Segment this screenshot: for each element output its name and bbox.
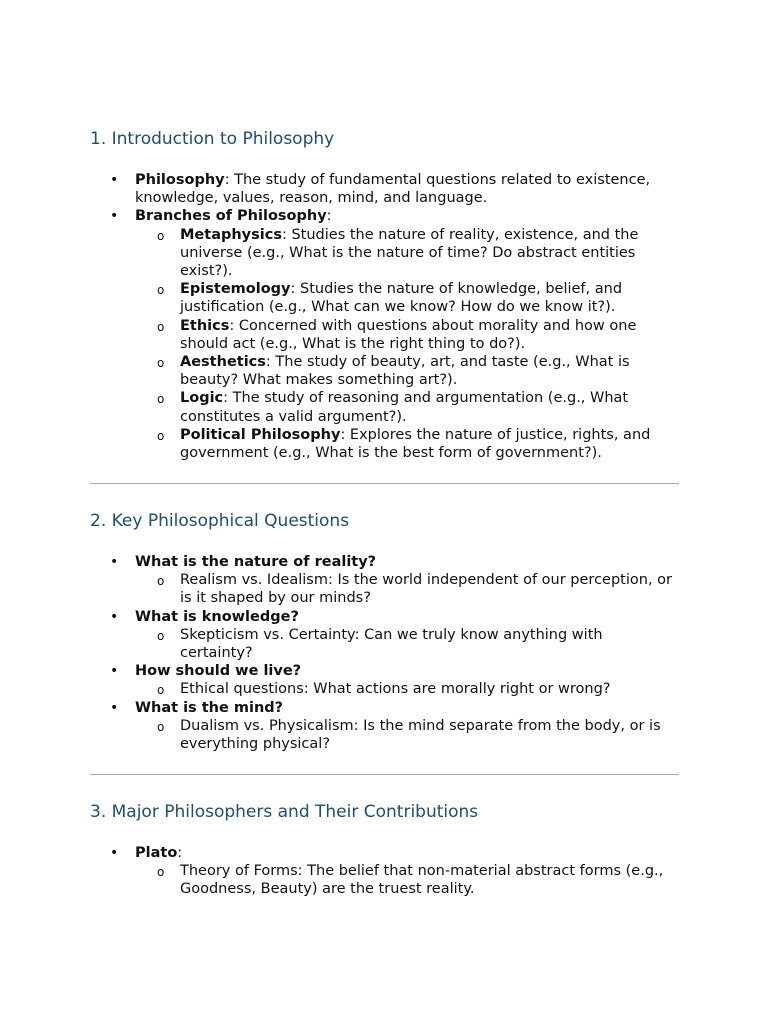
term: What is the mind? — [135, 699, 284, 716]
item-text: : Explores the nature of justice, rights, and government (e.g., What is the best form of government?). — [180, 426, 651, 462]
sub-list-item — [135, 280, 679, 316]
section-2-heading: 2. Key Philosophical Questions — [90, 511, 350, 531]
list-item — [90, 699, 679, 754]
sub-list — [135, 571, 679, 607]
term: Political Philosophy — [180, 426, 341, 443]
separator: : — [326, 208, 332, 225]
term: Philosophy — [135, 172, 225, 188]
term: Logic — [180, 390, 224, 407]
item-text: : Studies the nature of knowledge, belief, and justification (e.g., What can we know? How do we know it?). — [180, 281, 623, 316]
sub-list-item — [135, 226, 679, 281]
section-divider — [90, 483, 679, 484]
section-3-heading: 3. Major Philosophers and Their Contributions — [90, 802, 479, 822]
term: Ethics — [180, 317, 230, 334]
sub-list-item — [135, 626, 679, 662]
item-text: Dualism vs. Physicalism: Is the mind separate from the body, or is everything physical? — [180, 717, 661, 753]
item-text: : The study of beauty, art, and taste (e.g., What is beauty? What makes something art?). — [180, 354, 630, 389]
sub-list-item — [135, 680, 679, 698]
list-item — [90, 608, 679, 663]
sub-list-item — [135, 317, 679, 353]
list-item — [90, 553, 679, 608]
item-text: : Concerned with questions about morality and how one should act (e.g., What is the right thing to do?). — [180, 317, 637, 352]
sub-list-item — [135, 389, 679, 425]
sub-list-item — [135, 571, 679, 607]
sub-list — [135, 226, 679, 463]
sub-list-item — [135, 862, 679, 898]
sub-list — [135, 680, 679, 698]
item-text: : Studies the nature of reality, existence, and the universe (e.g., What is the nature of time? Do abstract entities exist?). — [180, 226, 639, 280]
item-text: Theory of Forms: The belief that non-material abstract forms (e.g., Goodness, Beauty) are the truest reality. — [180, 863, 664, 898]
section-2-list — [90, 553, 679, 753]
item-text: Realism vs. Idealism: Is the world independent of our perception, or is it shaped by our minds? — [180, 572, 673, 607]
section-1-list — [90, 171, 679, 462]
sub-list-item — [135, 353, 679, 389]
term: How should we live? — [135, 663, 302, 680]
list-item — [90, 207, 679, 462]
term: What is knowledge? — [135, 608, 299, 625]
term: Branches of Philosophy — [135, 208, 327, 225]
sub-list — [135, 862, 679, 898]
sub-list-item — [135, 717, 679, 753]
section-3-list — [90, 844, 679, 899]
term: What is the nature of reality? — [135, 554, 377, 570]
item-text: : The study of reasoning and argumentation (e.g., What constitutes a valid argument?). — [180, 390, 629, 425]
list-item — [90, 844, 679, 899]
term: Epistemology — [180, 281, 291, 298]
item-text: Skepticism vs. Certainty: Can we truly know anything with certainty? — [180, 626, 603, 662]
separator: : — [224, 172, 230, 188]
term: Aesthetics — [180, 354, 266, 371]
sub-list-item — [135, 426, 679, 462]
item-text: The study of fundamental questions related to existence, knowledge, values, reason, mind, and language. — [135, 172, 651, 207]
term: Metaphysics — [180, 226, 282, 243]
term: Plato — [135, 845, 178, 861]
separator: : — [177, 845, 183, 861]
sub-list — [135, 626, 679, 662]
section-1-heading: 1. Introduction to Philosophy — [90, 129, 335, 149]
sub-list — [135, 717, 679, 753]
list-item — [90, 662, 679, 698]
list-item — [90, 171, 679, 207]
item-text: Ethical questions: What actions are morally right or wrong? — [180, 681, 611, 698]
section-divider — [90, 774, 679, 775]
